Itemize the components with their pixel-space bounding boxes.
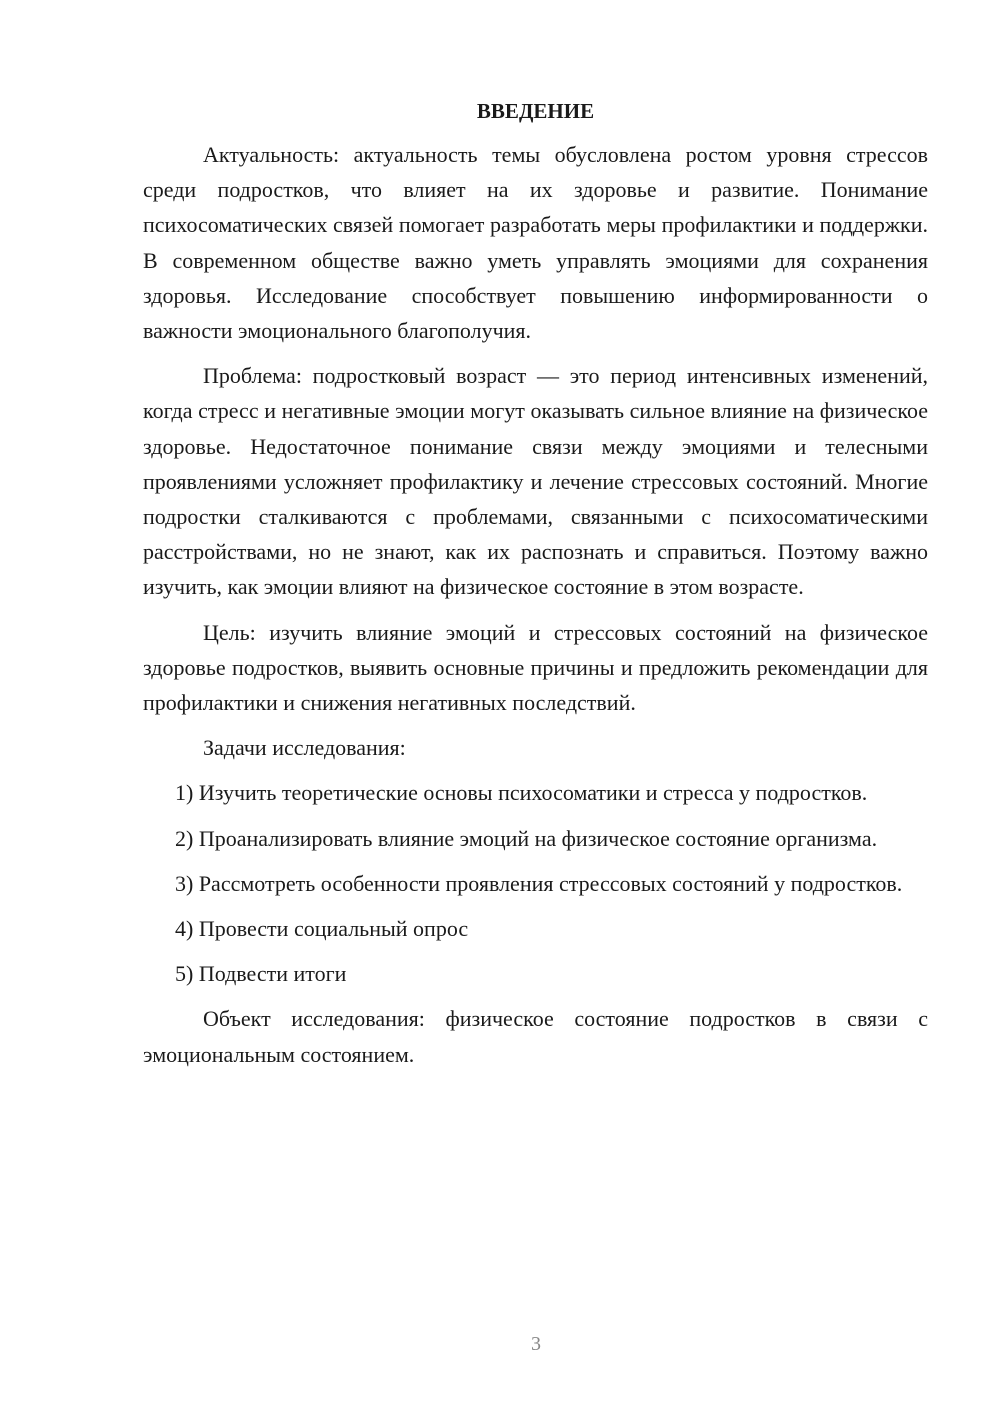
problem-paragraph: Проблема: подростковый возраст — это период интенсивных изменений, когда стресс и негативные эмоции могут оказывать сильное влияние на физическое здоровье. Недостаточное понимание связи между эмоциями и телесными проявлениями усложняет профилактику и лечение стрессовых состояний. Многие подростки сталкиваются с проблемами, связанными с психосоматическими расстройствами, но не знают, как их распознать и справиться. Поэтому важно изучить, как эмоции влияют на физическое состояние в этом возрасте. — [143, 363, 928, 600]
task-item-4: 4) Провести социальный опрос — [175, 916, 469, 942]
task-item-2: 2) Проанализировать влияние эмоций на физическое состояние организма. — [175, 825, 878, 851]
relevance-paragraph: Актуальность: актуальность темы обусловлена ростом уровня стрессов среди подростков, что влияет на их здоровье и развитие. Понимание психосоматических связей помогает разработать меры профилактики и поддержки. В современном обществе важно уметь управлять эмоциями для сохранения здоровья. Исследование способствует повышению информированности о важности эмоционального благополучия. — [143, 142, 928, 344]
goal-paragraph: Цель: изучить влияние эмоций и стрессовых состояний на физическое здоровье подростков, выявить основные причины и предложить рекомендации для профилактики и снижения негативных последствий. — [143, 619, 928, 716]
tasks-heading: Задачи исследования: — [203, 735, 406, 761]
task-item-3: 3) Рассмотреть особенности проявления стрессовых состояний у подростков. — [175, 870, 903, 896]
task-item-1: 1) Изучить теоретические основы психосоматики и стресса у подростков. — [175, 780, 868, 806]
object-paragraph: Объект исследования: физическое состояние подростков в связи с эмоциональным состоянием. — [143, 1006, 928, 1067]
section-title: ВВЕДЕНИЕ — [476, 99, 595, 123]
task-item-5: 5) Подвести итоги — [175, 961, 347, 987]
page-number: 3 — [531, 1333, 541, 1355]
document-page — [143, 96, 928, 1082]
